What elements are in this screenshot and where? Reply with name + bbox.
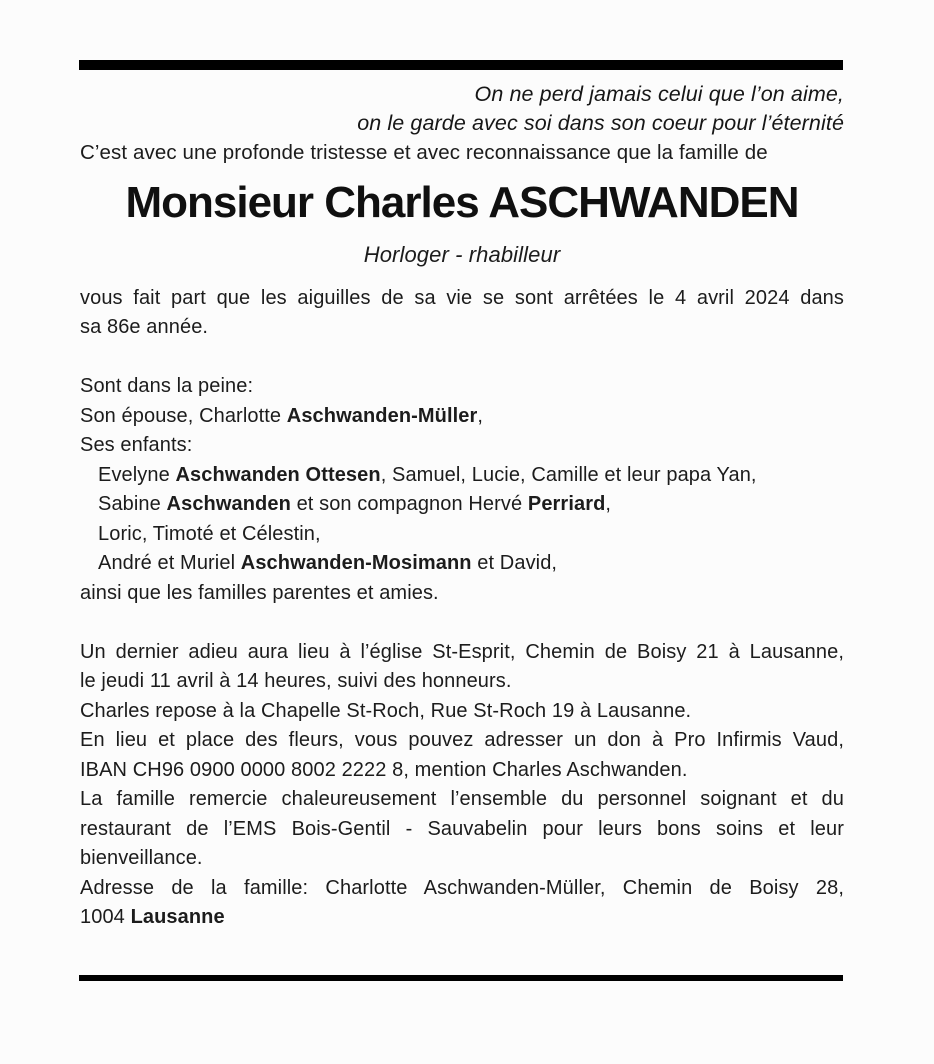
text-segment: vous fait part que les aiguilles de sa vie se sont arrêtées le 4 avril 2024 dans <box>80 286 844 309</box>
family-name-bold: Aschwanden <box>166 493 291 515</box>
text-line <box>80 520 844 550</box>
text-line <box>80 313 844 343</box>
text-line <box>80 667 844 697</box>
text-segment: Sabine <box>98 493 167 515</box>
text-line <box>80 461 844 491</box>
text-line <box>80 756 844 786</box>
text-line <box>80 431 844 461</box>
text-line <box>80 402 844 432</box>
text-line <box>80 579 844 609</box>
epigraph-line: on le garde avec soi dans son coeur pour l’éternité <box>357 111 844 135</box>
family-address <box>80 874 844 933</box>
text-segment: , <box>477 404 484 427</box>
deceased-name: Monsieur Charles ASCHWANDEN <box>125 177 799 227</box>
text-segment: et son compagnon Hervé <box>290 493 528 515</box>
thanks-message <box>80 785 844 874</box>
text-segment: ainsi que les familles parentes et amies. <box>80 581 439 604</box>
text-line <box>80 726 844 756</box>
text-segment: Son épouse, Charlotte <box>80 404 287 427</box>
notice-content <box>80 80 844 933</box>
family-name-bold: Aschwanden-Mosimann <box>240 552 472 574</box>
text-line <box>80 815 844 845</box>
text-segment: Sont dans la peine: <box>80 375 254 397</box>
text-line <box>80 549 844 579</box>
announcement <box>80 284 844 343</box>
text-segment: , Samuel, Lucie, Camille et leur papa Yan, <box>380 463 757 486</box>
text-line <box>80 844 844 874</box>
text-segment: , <box>605 493 612 515</box>
donation-info <box>80 726 844 785</box>
text-segment: Loric, Timoté et Célestin, <box>98 522 321 545</box>
text-segment: Adresse de la famille: Charlotte Aschwanden-Müller, Chemin de Boisy 28, <box>80 876 844 899</box>
text-line <box>80 638 844 668</box>
text-segment: Evelyne <box>98 463 176 486</box>
mourners-list <box>80 372 844 608</box>
text-line <box>80 372 844 402</box>
family-name-bold: Perriard <box>527 493 606 515</box>
family-name-bold: Aschwanden Ottesen <box>175 463 381 486</box>
text-segment: André et Muriel <box>98 552 241 574</box>
text-line <box>80 284 844 314</box>
epigraph-line: On ne perd jamais celui que l’on aime, <box>474 82 844 106</box>
text-segment: Un dernier adieu aura lieu à l’église St-Esprit, Chemin de Boisy 21 à Lausanne, <box>80 640 844 663</box>
text-segment: et David, <box>471 552 558 574</box>
text-line <box>80 903 844 933</box>
family-name-bold: Lausanne <box>130 906 225 928</box>
family-name-bold: Aschwanden-Müller <box>286 404 478 427</box>
text-segment: bienveillance. <box>80 847 203 869</box>
text-segment: Ses enfants: <box>80 434 193 456</box>
text-segment: La famille remercie chaleureusement l’ensemble du personnel soignant et du <box>80 788 844 810</box>
text-line <box>80 697 844 727</box>
epigraph <box>80 80 844 138</box>
text-segment: Charles repose à la Chapelle St-Roch, Rue St-Roch 19 à Lausanne. <box>80 699 692 722</box>
text-line <box>80 874 844 904</box>
deceased-profession: Horloger - rhabilleur <box>363 241 561 267</box>
text-segment: IBAN CH96 0900 0000 8002 2222 8, mention Charles Aschwanden. <box>80 758 688 781</box>
farewell-ceremony <box>80 638 844 697</box>
text-segment: restaurant de l’EMS Bois-Gentil - Sauvabelin pour leurs bons soins et leur <box>80 817 844 840</box>
text-segment: sa 86e année. <box>80 316 209 338</box>
text-line <box>80 490 844 520</box>
repose-location <box>80 697 844 727</box>
bottom-divider <box>79 975 843 981</box>
top-divider <box>79 60 843 70</box>
text-segment: En lieu et place des fleurs, vous pouvez adresser un don à Pro Infirmis Vaud, <box>80 729 844 751</box>
intro-line: C’est avec une profonde tristesse et avec reconnaissance que la famille de <box>80 141 768 164</box>
text-line <box>80 785 844 815</box>
text-segment: 1004 <box>80 906 131 928</box>
body-blocks <box>80 284 844 933</box>
text-segment: le jeudi 11 avril à 14 heures, suivi des honneurs. <box>80 670 512 692</box>
